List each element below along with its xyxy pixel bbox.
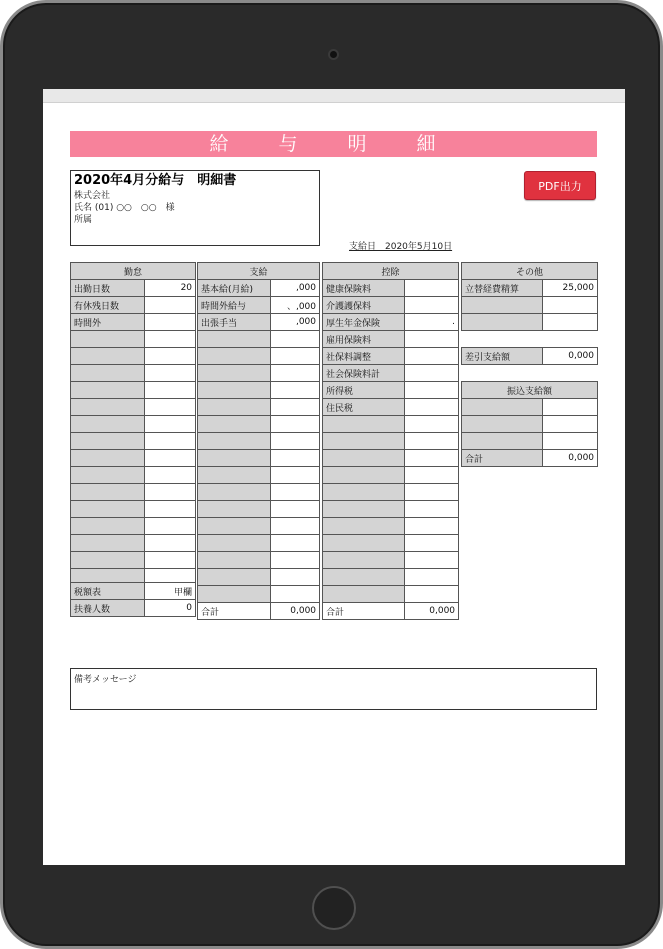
row-label: 社会保険料計 xyxy=(323,365,405,382)
table-row xyxy=(71,552,196,569)
deduction-header: 控除 xyxy=(323,263,459,280)
row-value xyxy=(271,348,320,365)
table-row xyxy=(462,348,598,365)
table-row xyxy=(71,501,196,518)
row-value xyxy=(543,297,598,314)
table-row xyxy=(71,297,196,314)
row-value: 0,000 xyxy=(271,603,320,620)
table-row xyxy=(198,586,320,603)
table-row xyxy=(323,586,459,603)
row-label xyxy=(198,331,271,348)
table-row xyxy=(198,331,320,348)
net-pay-label: 差引支給額 xyxy=(462,348,543,365)
row-value: ,000 xyxy=(271,280,320,297)
row-value: . xyxy=(405,314,459,331)
table-row xyxy=(198,484,320,501)
row-label xyxy=(198,518,271,535)
row-label xyxy=(198,399,271,416)
row-value xyxy=(145,501,196,518)
row-value xyxy=(145,331,196,348)
row-value xyxy=(405,467,459,484)
row-value xyxy=(405,399,459,416)
row-label xyxy=(71,552,145,569)
table-row xyxy=(198,399,320,416)
row-label xyxy=(198,467,271,484)
net-pay-value: 0,000 xyxy=(543,348,598,365)
row-label: 所得税 xyxy=(323,382,405,399)
other-header: その他 xyxy=(462,263,598,280)
table-row xyxy=(198,535,320,552)
row-label xyxy=(71,535,145,552)
table-row xyxy=(323,433,459,450)
row-label xyxy=(198,450,271,467)
row-value xyxy=(145,552,196,569)
row-value xyxy=(271,586,320,603)
row-value xyxy=(145,314,196,331)
table-row xyxy=(198,297,320,314)
employee-name: 氏名 (01) ○○ ○○ 様 xyxy=(74,203,175,213)
row-label xyxy=(71,382,145,399)
company-name: 株式会社 xyxy=(74,191,111,201)
transfer-table xyxy=(461,381,598,467)
row-label: 有休残日数 xyxy=(71,297,145,314)
table-row xyxy=(323,331,459,348)
table-row xyxy=(71,467,196,484)
net-pay-table xyxy=(461,347,598,365)
row-label: 出張手当 xyxy=(198,314,271,331)
table-row xyxy=(323,280,459,297)
row-label xyxy=(323,467,405,484)
row-label xyxy=(198,484,271,501)
row-label xyxy=(198,433,271,450)
row-value xyxy=(405,569,459,586)
row-value xyxy=(271,535,320,552)
row-label: 合計 xyxy=(198,603,271,620)
table-row xyxy=(323,518,459,535)
home-button[interactable] xyxy=(312,886,356,930)
row-value: 、,000 xyxy=(271,297,320,314)
row-label xyxy=(71,348,145,365)
table-row xyxy=(198,450,320,467)
row-value xyxy=(405,416,459,433)
row-value xyxy=(405,450,459,467)
table-row xyxy=(198,569,320,586)
row-value xyxy=(145,535,196,552)
attendance-table xyxy=(70,262,196,586)
row-label: 合計 xyxy=(462,450,543,467)
other-table xyxy=(461,262,598,331)
table-row xyxy=(323,314,459,331)
row-value: 20 xyxy=(145,280,196,297)
table-row xyxy=(462,399,598,416)
table-row xyxy=(198,433,320,450)
row-value xyxy=(405,382,459,399)
row-value xyxy=(405,484,459,501)
row-value xyxy=(405,365,459,382)
row-label: 厚生年金保険 xyxy=(323,314,405,331)
row-value xyxy=(271,467,320,484)
row-label xyxy=(71,433,145,450)
row-label xyxy=(198,501,271,518)
row-value xyxy=(145,518,196,535)
row-label xyxy=(323,518,405,535)
row-value xyxy=(405,297,459,314)
row-value xyxy=(271,569,320,586)
row-label: 雇用保険料 xyxy=(323,331,405,348)
table-row xyxy=(198,314,320,331)
row-value: 25,000 xyxy=(543,280,598,297)
row-label xyxy=(71,484,145,501)
row-label xyxy=(462,433,543,450)
row-label: 住民税 xyxy=(323,399,405,416)
row-label xyxy=(323,416,405,433)
row-value xyxy=(271,416,320,433)
total-row xyxy=(462,450,598,467)
table-row xyxy=(71,331,196,348)
row-value xyxy=(271,365,320,382)
table-row xyxy=(462,314,598,331)
remarks-label: 備考メッセージ xyxy=(74,675,137,685)
table-row xyxy=(462,280,598,297)
row-label xyxy=(323,586,405,603)
row-label xyxy=(323,535,405,552)
tax-table xyxy=(70,582,196,617)
row-label: 健康保険料 xyxy=(323,280,405,297)
total-row xyxy=(323,603,459,620)
row-label xyxy=(198,535,271,552)
row-label: 基本給(月給) xyxy=(198,280,271,297)
row-label: 社保料調整 xyxy=(323,348,405,365)
page-title: 給 与 明 細 xyxy=(70,131,597,157)
row-label: 合計 xyxy=(323,603,405,620)
row-label xyxy=(71,399,145,416)
table-row xyxy=(198,501,320,518)
table-row xyxy=(198,365,320,382)
attendance-header: 勤怠 xyxy=(71,263,196,280)
row-label xyxy=(198,416,271,433)
table-row xyxy=(198,280,320,297)
row-value xyxy=(145,433,196,450)
row-value: 0,000 xyxy=(405,603,459,620)
row-value xyxy=(271,450,320,467)
row-label: 扶養人数 xyxy=(71,600,145,617)
table-row xyxy=(71,314,196,331)
row-label xyxy=(198,569,271,586)
table-row xyxy=(71,382,196,399)
table-row xyxy=(71,518,196,535)
remarks-box[interactable] xyxy=(70,668,597,710)
table-row xyxy=(71,450,196,467)
row-value xyxy=(145,450,196,467)
table-row xyxy=(198,552,320,569)
table-row xyxy=(323,501,459,518)
table-row xyxy=(71,535,196,552)
row-value: 0 xyxy=(145,600,196,617)
row-value xyxy=(271,501,320,518)
table-row xyxy=(198,416,320,433)
row-label xyxy=(323,433,405,450)
row-label xyxy=(198,382,271,399)
row-value xyxy=(271,399,320,416)
total-row xyxy=(198,603,320,620)
payment-header: 支給 xyxy=(198,263,320,280)
table-row xyxy=(71,348,196,365)
row-value xyxy=(145,382,196,399)
row-label: 出勤日数 xyxy=(71,280,145,297)
table-row xyxy=(71,365,196,382)
row-value xyxy=(145,348,196,365)
row-label xyxy=(323,450,405,467)
row-label xyxy=(198,365,271,382)
row-value xyxy=(405,348,459,365)
row-label xyxy=(462,416,543,433)
row-label xyxy=(462,297,543,314)
row-label xyxy=(462,399,543,416)
table-row xyxy=(462,433,598,450)
table-row xyxy=(71,433,196,450)
row-value xyxy=(145,416,196,433)
row-label: 時間外給与 xyxy=(198,297,271,314)
table-row xyxy=(462,416,598,433)
row-label xyxy=(71,331,145,348)
table-row xyxy=(323,467,459,484)
statement-header xyxy=(70,170,320,246)
row-label: 時間外 xyxy=(71,314,145,331)
department: 所属 xyxy=(74,215,93,225)
row-value xyxy=(271,433,320,450)
table-row xyxy=(462,297,598,314)
table-row xyxy=(71,484,196,501)
table-row xyxy=(323,382,459,399)
row-label xyxy=(198,348,271,365)
row-value xyxy=(271,552,320,569)
table-row xyxy=(323,484,459,501)
table-row xyxy=(71,600,196,617)
row-value xyxy=(405,518,459,535)
row-label xyxy=(71,416,145,433)
pdf-export-button[interactable]: PDF出力 xyxy=(524,171,596,200)
row-value xyxy=(543,416,598,433)
row-value xyxy=(405,501,459,518)
camera-icon xyxy=(328,49,339,60)
row-label xyxy=(323,484,405,501)
row-value xyxy=(271,382,320,399)
table-row xyxy=(198,382,320,399)
row-value xyxy=(405,552,459,569)
row-value xyxy=(543,433,598,450)
table-row xyxy=(71,280,196,297)
row-label xyxy=(71,450,145,467)
row-label xyxy=(71,365,145,382)
table-row xyxy=(323,416,459,433)
row-label: 介護護保料 xyxy=(323,297,405,314)
browser-top-bar xyxy=(43,89,625,103)
table-row xyxy=(198,467,320,484)
row-label: 税額表 xyxy=(71,583,145,600)
row-value: ,000 xyxy=(271,314,320,331)
row-label xyxy=(323,552,405,569)
row-label xyxy=(71,501,145,518)
row-value xyxy=(543,399,598,416)
row-label xyxy=(198,586,271,603)
table-row xyxy=(323,535,459,552)
row-value: 0,000 xyxy=(543,450,598,467)
row-value: 甲欄 xyxy=(145,583,196,600)
pay-date: 支給日 2020年5月10日 xyxy=(349,242,453,252)
row-label: 立替経費精算 xyxy=(462,280,543,297)
row-label xyxy=(71,467,145,484)
table-row xyxy=(71,416,196,433)
row-label xyxy=(323,501,405,518)
row-value xyxy=(145,297,196,314)
table-row xyxy=(71,583,196,600)
row-label xyxy=(462,314,543,331)
screen xyxy=(43,89,625,865)
row-value xyxy=(145,484,196,501)
row-value xyxy=(145,467,196,484)
row-value xyxy=(145,365,196,382)
table-row xyxy=(323,365,459,382)
row-label xyxy=(71,518,145,535)
table-row xyxy=(323,399,459,416)
deduction-table xyxy=(322,262,459,620)
row-value xyxy=(271,331,320,348)
row-value xyxy=(271,518,320,535)
row-value xyxy=(405,331,459,348)
statement-heading: 2020年4月分給与 明細書 xyxy=(74,173,237,188)
row-value xyxy=(405,280,459,297)
table-row xyxy=(323,552,459,569)
row-value xyxy=(271,484,320,501)
row-label xyxy=(323,569,405,586)
table-row xyxy=(198,518,320,535)
row-value xyxy=(543,314,598,331)
table-row xyxy=(323,297,459,314)
transfer-header: 振込支給額 xyxy=(462,382,598,399)
row-value xyxy=(405,535,459,552)
row-value xyxy=(405,586,459,603)
payment-table xyxy=(197,262,320,620)
table-row xyxy=(323,348,459,365)
row-value xyxy=(145,399,196,416)
table-row xyxy=(71,399,196,416)
table-row xyxy=(323,450,459,467)
row-value xyxy=(405,433,459,450)
table-row xyxy=(323,569,459,586)
table-row xyxy=(198,348,320,365)
row-label xyxy=(198,552,271,569)
